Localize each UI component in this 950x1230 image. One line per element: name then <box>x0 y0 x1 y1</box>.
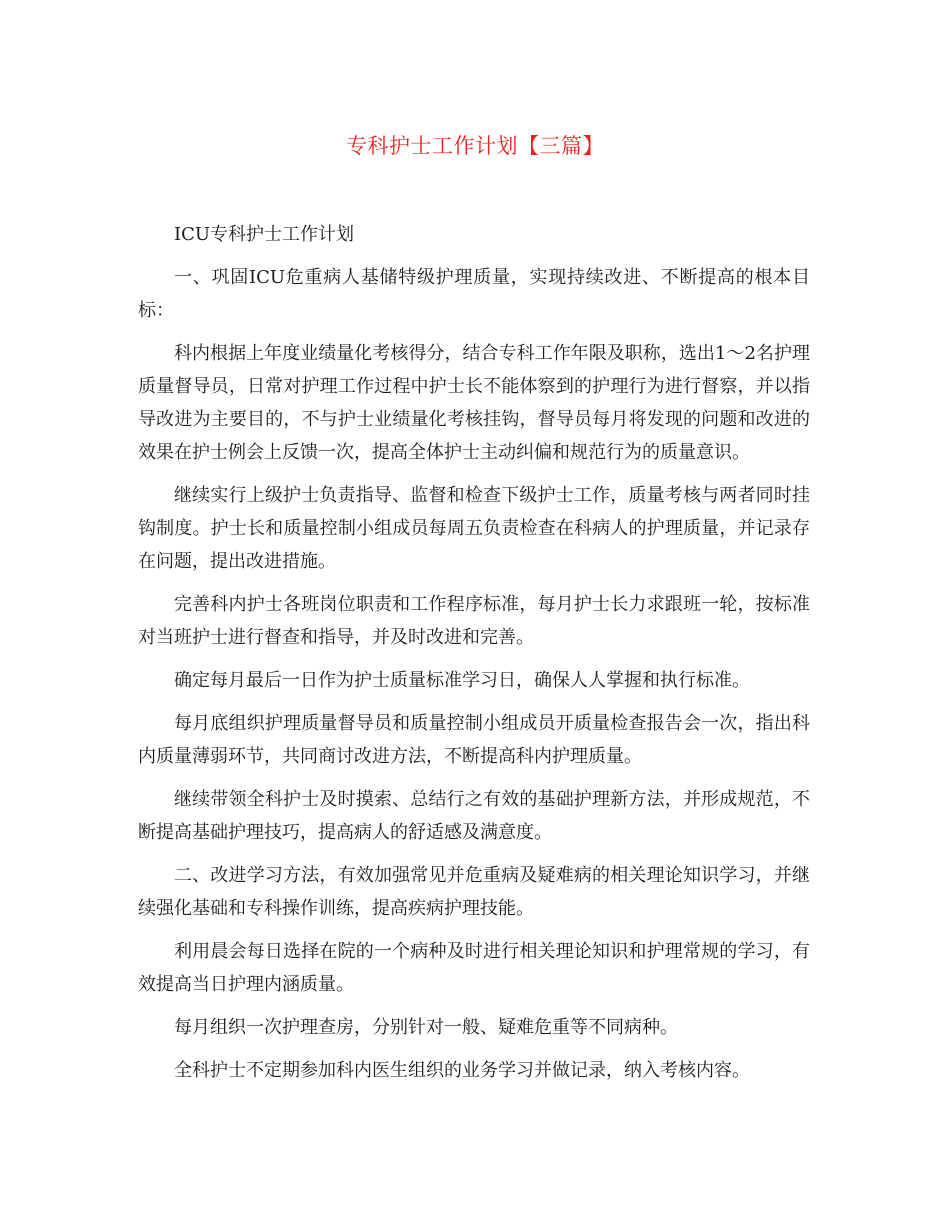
paragraph: 确定每月最后一日作为护士质量标准学习日，确保人人掌握和执行标准。 <box>174 670 750 691</box>
paragraph: 完善科内护士各班岗位职责和工作程序标准，每月护士长力求跟班一轮，按标准对当班护士进行督查和指导，并及时改进和完善。 <box>138 594 810 648</box>
paragraph: 每月组织一次护理查房，分别针对一般、疑难危重等不同病种。 <box>174 1017 678 1038</box>
paragraph: 每月底组织护理质量督导员和质量控制小组成员开质量检查报告会一次，指出科内质量薄弱环节，共同商讨改进方法，不断提高科内护理质量。 <box>138 713 810 767</box>
document-body <box>138 218 810 1097</box>
paragraph: 继续带领全科护士及时摸索、总结行之有效的基础护理新方法，并形成规范，不断提高基础护理技巧，提高病人的舒适感及满意度。 <box>138 789 810 843</box>
document-title: 专科护士工作计划【三篇】 <box>346 134 604 158</box>
paragraph-section-heading: ICU专科护士工作计划 <box>174 224 355 245</box>
paragraph-item-2-heading: 二、改进学习方法，有效加强常见并危重病及疑难病的相关理论知识学习，并继续强化基础和专科操作训练，提高疾病护理技能。 <box>138 865 810 919</box>
paragraph-item-1-heading: 一、巩固ICU危重病人基储特级护理质量，实现持续改进、不断提高的根本目标： <box>138 267 810 321</box>
paragraph: 继续实行上级护士负责指导、监督和检查下级护士工作，质量考核与两者同时挂钩制度。护士长和质量控制小组成员每周五负责检查在科病人的护理质量，并记录存在问题，提出改进措施。 <box>138 485 810 572</box>
paragraph: 全科护士不定期参加科内医生组织的业务学习并做记录，纳入考核内容。 <box>174 1060 750 1081</box>
paragraph: 科内根据上年度业绩量化考核得分，结合专科工作年限及职称，选出1～2名护理质量督导员，日常对护理工作过程中护士长不能体察到的护理行为进行督察，并以指导改进为主要目的，不与护士业绩量化考核挂钩，督导员每月将发现的问题和改进的效果在护士例会上反馈一次，提高全体护士主动纠偏和规范行为的质量意识。 <box>138 343 810 463</box>
paragraph: 利用晨会每日选择在院的一个病种及时进行相关理论知识和护理常规的学习，有效提高当日护理内涵质量。 <box>138 941 810 995</box>
